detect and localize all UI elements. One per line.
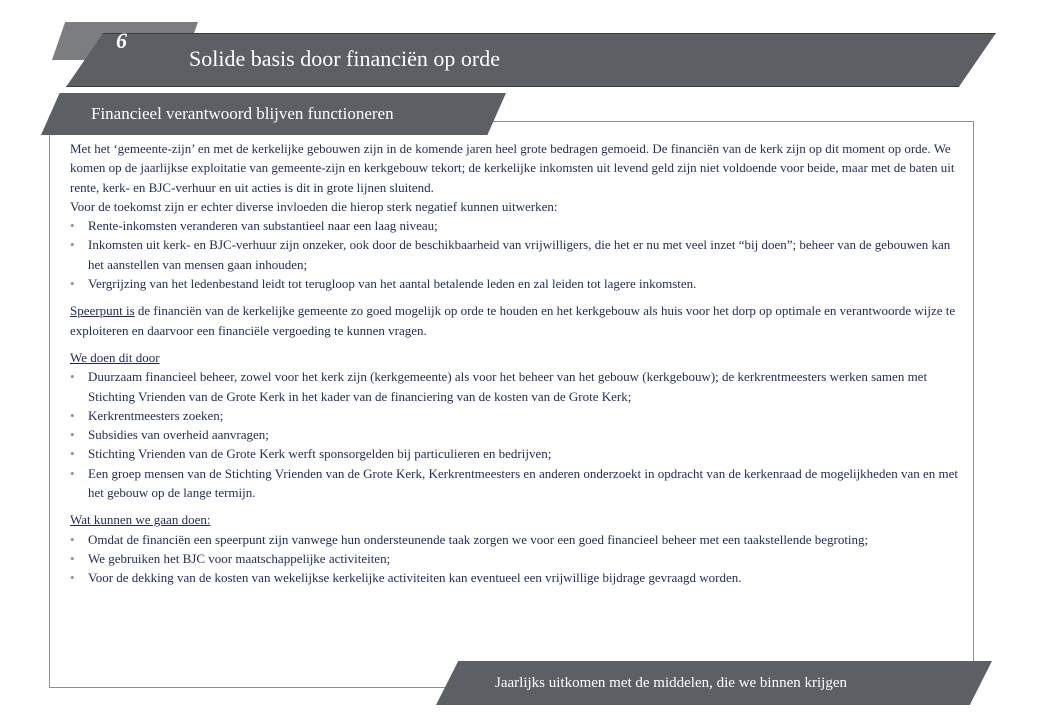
list-item: • Vergrijzing van het ledenbestand leidt tot terugloop van het aantal betalende leden en zal leiden tot lagere inkomsten. xyxy=(70,274,962,293)
list-item: • Voor de dekking van de kosten van wekelijkse kerkelijke activiteiten kan eventueel een vrijwillige bijdrage gevraagd worden. xyxy=(70,568,962,587)
list-item: • Subsidies van overheid aanvragen; xyxy=(70,425,962,444)
slide-subtitle: Financieel verantwoord blijven functioneren xyxy=(91,104,394,123)
slide-title: Solide basis door financiën op orde xyxy=(189,46,500,71)
list-item: • Kerkrentmeesters zoeken; xyxy=(70,406,962,425)
list-item: • Duurzaam financieel beheer, zowel voor het kerk zijn (kerkgemeente) als voor het beheer van het gebouw (kerkgebouw); de kerkrentmeesters werken samen met Stichting Vrienden van de Grote Kerk in het kader van de financiering van de kosten van de Grote Kerk; xyxy=(70,367,962,406)
list-item: • Omdat de financiën een speerpunt zijn vanwege hun ondersteunende taak zorgen we voor een goed financieel beheer met een taakstellende begroting; xyxy=(70,530,962,549)
we-doen-list xyxy=(70,367,962,502)
wat-kunnen-heading: Wat kunnen we gaan doen: xyxy=(70,512,211,528)
speerpunt-label: Speerpunt is xyxy=(70,303,135,319)
we-doen-heading: We doen dit door xyxy=(70,349,160,365)
list-item: • Rente-inkomsten veranderen van substantieel naar een laag niveau; xyxy=(70,216,962,235)
speerpunt-text: de financiën van de kerkelijke gemeente zo goed mogelijk op orde te houden en het kerkgebouw als huis voor het dorp op optimale en verantwoorde wijze te exploiteren en daarvoor een financiële vergoeding te kunnen vragen. xyxy=(70,303,956,338)
intro-paragraph: Met het ‘gemeente-zijn’ en met de kerkelijke gebouwen zijn in de komende jaren heel grote bedragen gemoeid. De financiën van de kerk zijn op dit moment op orde. We komen op de jaarlijkse exploitatie van gemeente-zijn en kerkgebouw tekort; de kerkelijke inkomsten uit levend geld zijn niet voldoende voor beide, maar met de baten uit rente, kerk- en BJC-verhuur en uit acties is dit in grote lijnen sluitend. xyxy=(70,141,955,195)
list-item: • Een groep mensen van de Stichting Vrienden van de Grote Kerk, Kerkrentmeesters en anderen onderzoekt in opdracht van de kerkenraad de mogelijkheden van en met het gebouw op de lange termijn. xyxy=(70,464,962,503)
list-item: • Stichting Vrienden van de Grote Kerk werft sponsorgelden bij particulieren en bedrijven; xyxy=(70,444,962,463)
list-item: • We gebruiken het BJC voor maatschappelijke activiteiten; xyxy=(70,549,962,568)
speerpunt-paragraph xyxy=(70,301,962,340)
footer-banner-text: Jaarlijks uitkomen met de middelen, die we binnen krijgen xyxy=(495,675,847,691)
influences-list xyxy=(70,216,962,293)
list-item: • Inkomsten uit kerk- en BJC-verhuur zijn onzeker, ook door de beschikbaarheid van vrijwilligers, die het er nu met veel inzet “bij doen”; beheer van de gebouwen kan het aanstellen van mensen gaan inhouden; xyxy=(70,235,962,274)
content-body xyxy=(70,139,962,588)
slide-number: 6 xyxy=(116,28,127,53)
influences-intro: Voor de toekomst zijn er echter diverse invloeden die hierop sterk negatief kunnen uitwerken: xyxy=(70,198,558,214)
wat-kunnen-list xyxy=(70,530,962,588)
